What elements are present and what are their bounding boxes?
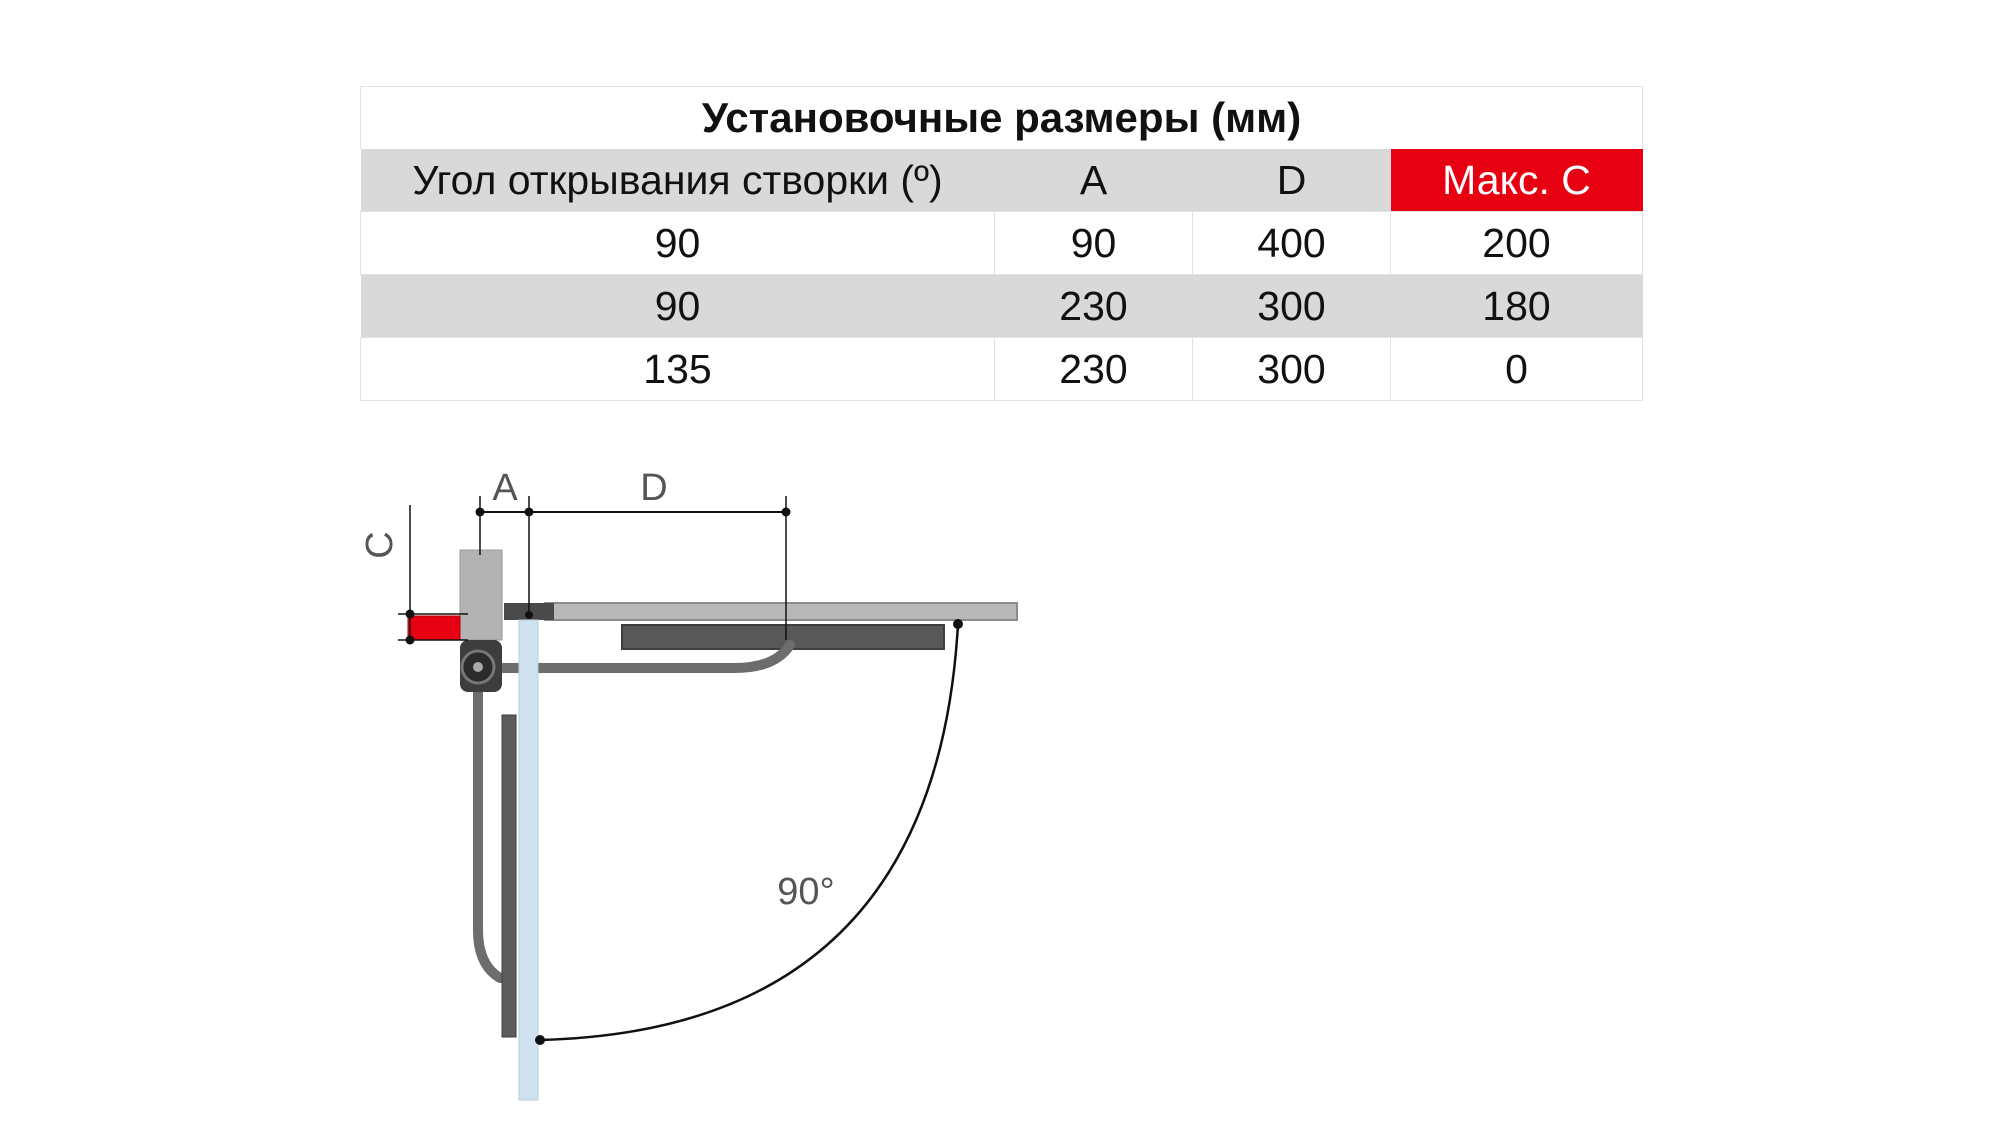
cell-a: 230	[995, 275, 1193, 338]
cell-angle: 135	[361, 338, 995, 401]
gate-leaf-closed	[545, 603, 1017, 620]
actuator-body-open	[502, 715, 516, 1037]
table-title: Установочные размеры (мм)	[361, 87, 1643, 150]
header-opening-angle: Угол открывания створки (º)	[361, 149, 995, 212]
dimension-point	[406, 636, 415, 645]
cell-max-c: 0	[1391, 338, 1643, 401]
table-row	[361, 275, 1643, 338]
opening-arc	[540, 624, 958, 1040]
header-a: A	[995, 149, 1193, 212]
cell-a: 230	[995, 338, 1193, 401]
cell-d: 300	[1193, 275, 1391, 338]
arc-endpoint-open	[535, 1035, 545, 1045]
header-max-c: Макс. C	[1391, 149, 1643, 212]
cell-a: 90	[995, 212, 1193, 275]
cell-max-c: 200	[1391, 212, 1643, 275]
cell-d: 300	[1193, 338, 1391, 401]
label-c: C	[359, 531, 401, 559]
dimension-point	[476, 508, 485, 517]
angle-label: 90°	[777, 871, 835, 913]
table-row	[361, 338, 1643, 401]
dimension-point	[525, 508, 534, 517]
actuator-body-closed	[622, 625, 944, 649]
dimension-point	[406, 610, 415, 619]
table-row	[361, 212, 1643, 275]
cell-angle: 90	[361, 212, 995, 275]
arc-endpoint-closed	[953, 619, 963, 629]
gate-leaf-open	[519, 620, 538, 1100]
dimension-point	[782, 508, 791, 517]
header-d: D	[1193, 149, 1391, 212]
pillar	[460, 550, 502, 640]
cell-max-c: 180	[1391, 275, 1643, 338]
actuator-arm-open	[478, 690, 500, 978]
table-title-row	[361, 87, 1643, 150]
bracket-pivot-center	[473, 662, 483, 672]
installation-dimensions-table	[360, 86, 1643, 401]
cell-d: 400	[1193, 212, 1391, 275]
gate-installation-diagram	[340, 450, 1040, 1110]
mounting-plate	[408, 616, 460, 640]
label-d: D	[640, 467, 668, 509]
cell-angle: 90	[361, 275, 995, 338]
label-a: A	[492, 467, 518, 509]
table-header-row	[361, 149, 1643, 212]
